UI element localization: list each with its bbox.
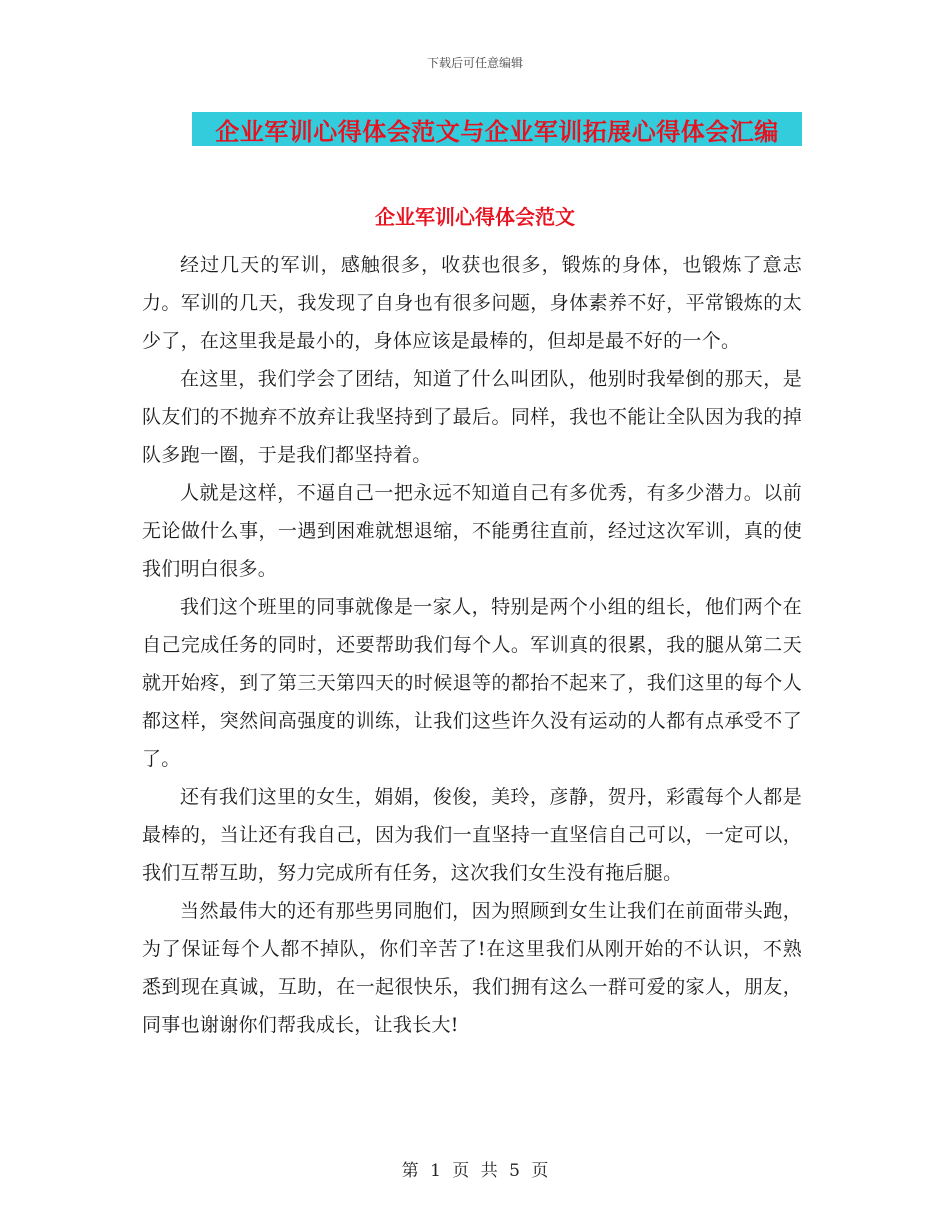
paragraph: 在这里，我们学会了团结，知道了什么叫团队，他别时我晕倒的那天，是队友们的不抛弃不放弃让我坚持到了最后。同样，我也不能让全队因为我的掉队多跑一圈，于是我们都坚持着。 xyxy=(142,368,802,466)
page-footer: 第 1 页 共 5 页 xyxy=(401,1161,549,1181)
article-body xyxy=(142,246,802,1044)
paragraph: 我们这个班里的同事就像是一家人，特别是两个小组的组长，他们两个在自己完成任务的同时，还要帮助我们每个人。军训真的很累，我的腿从第二天就开始疼，到了第三天第四天的时候退等的都抬不起来了，我们这里的每个人都这样，突然间高强度的训练，让我们这些许久没有运动的人都有点承受不了了。 xyxy=(142,596,802,770)
header-note: 下载后可任意编辑 xyxy=(426,56,523,70)
paragraph: 当然最伟大的还有那些男同胞们，因为照顾到女生让我们在前面带头跑，为了保证每个人都不掉队，你们辛苦了!在这里我们从刚开始的不认识，不熟悉到现在真诚，互助，在一起很快乐，我们拥有这么一群可爱的家人，朋友，同事也谢谢你们帮我成长，让我长大! xyxy=(142,900,802,1036)
section-title: 企业军训心得体会范文 xyxy=(375,205,575,229)
paragraph: 还有我们这里的女生，娟娟，俊俊，美玲，彦静，贺丹，彩霞每个人都是最棒的，当让还有我自己，因为我们一直坚持一直坚信自己可以，一定可以，我们互帮互助，努力完成所有任务，这次我们女生没有拖后腿。 xyxy=(142,786,802,884)
paragraph: 人就是这样，不逼自己一把永远不知道自己有多优秀，有多少潜力。以前无论做什么事，一遇到困难就想退缩，不能勇往直前，经过这次军训，真的使我们明白很多。 xyxy=(142,482,802,580)
main-title-highlight xyxy=(192,112,802,146)
paragraph: 经过几天的军训，感触很多，收获也很多，锻炼的身体，也锻炼了意志力。军训的几天，我发现了自身也有很多问题，身体素养不好，平常锻炼的太少了，在这里我是最小的，身体应该是最棒的，但却是最不好的一个。 xyxy=(142,254,802,352)
main-title: 企业军训心得体会范文与企业军训拓展心得体会汇编 xyxy=(215,117,779,146)
